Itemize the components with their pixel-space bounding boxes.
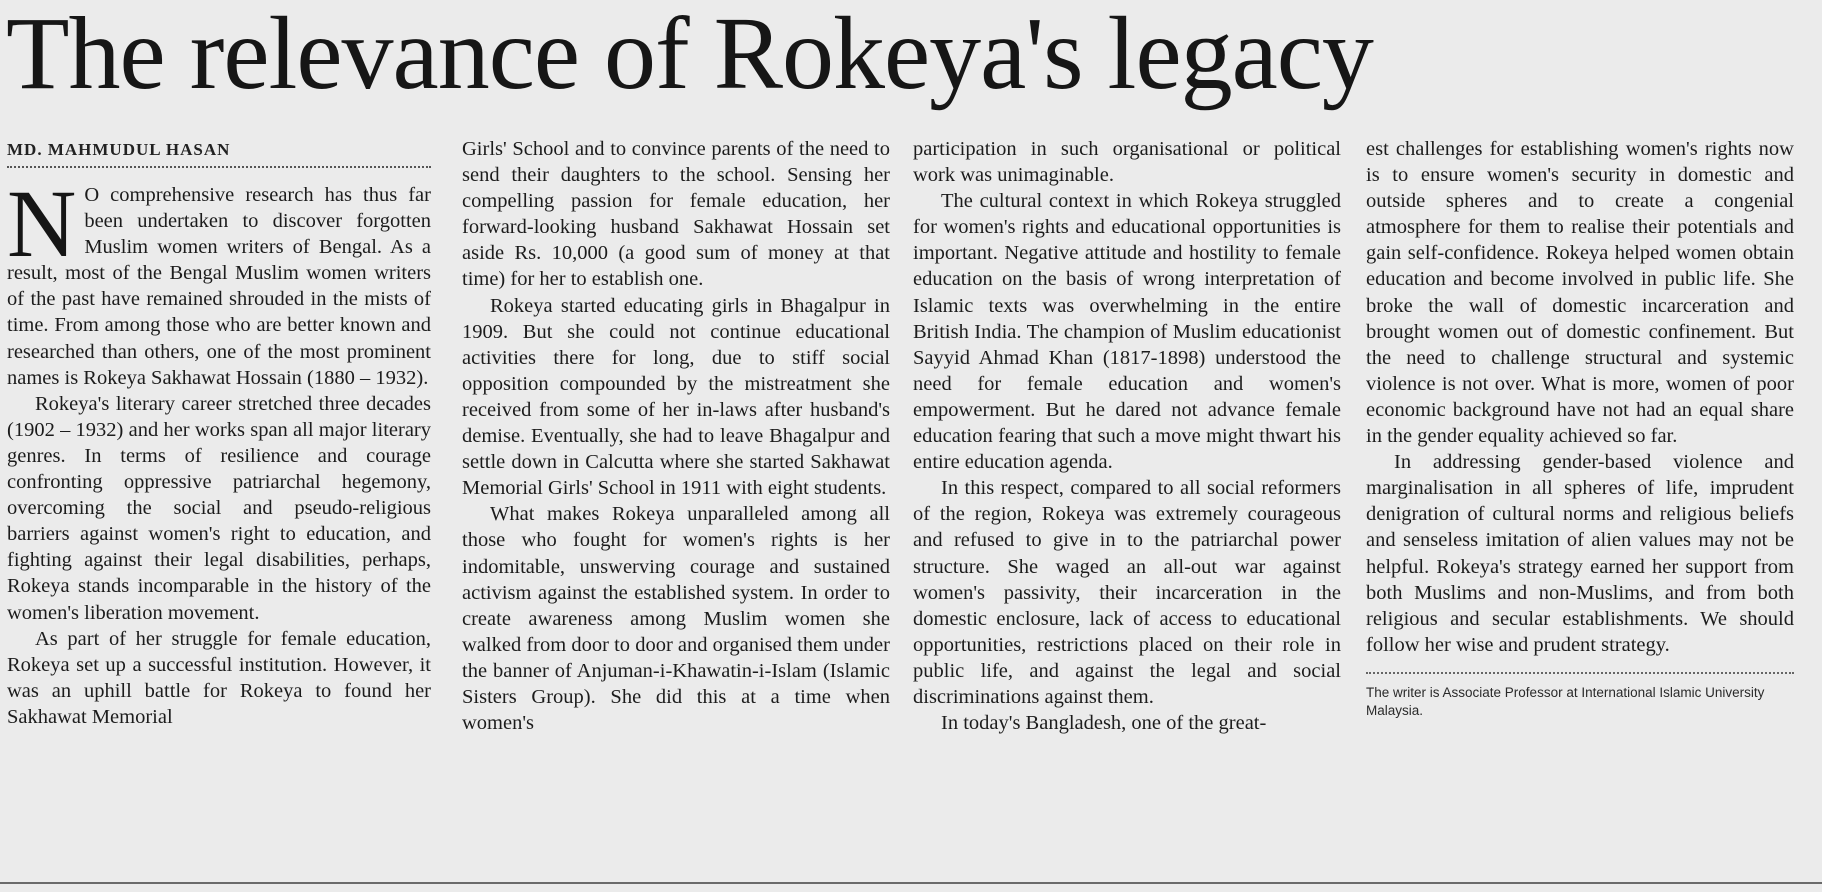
article-paragraph: In this respect, compared to all social reformers of the region, Rokeya was extremely courageous and refused to give in to the patriarchal power structure. She waged an all-out war against women's passivity, their incarceration in the domestic enclosure, lack of access to educational opportunities, restrictions placed on their role in public life, and against the legal and social discriminations against them. <box>913 477 1341 708</box>
article-headline: The relevance of Rokeya's legacy <box>6 0 1373 111</box>
article-paragraph <box>7 170 431 391</box>
article-paragraph: What makes Rokeya unparalleled among all those who fought for women's rights is her indomitable, unswerving courage and sustained activism against the established system. In order to create awareness among Muslim women she walked from door to door and organised them under the banner of Anjuman-i-Khawatin-i-Islam (Islamic Sisters Group). She did this at a time when women's <box>462 503 890 735</box>
article-column-1 <box>7 136 431 730</box>
page-bottom-rule <box>0 882 1822 884</box>
article-column-4 <box>1366 136 1794 720</box>
article-paragraph: participation in such organisational or political work was unimaginable. <box>913 138 1341 187</box>
article-column-3 <box>913 136 1341 736</box>
article-paragraph: Rokeya's literary career stretched three decades (1902 – 1932) and her works span all major literary genres. In terms of resilience and courage confronting oppressive patriarchal hegemony, overcoming the social and pseudo-religious barriers against women's right to education, and fighting against their legal disabilities, perhaps, Rokeya stands incomparable in the history of the women's liberation movement. <box>7 392 431 624</box>
article-paragraph: Girls' School and to convince parents of the need to send their daughters to the school. Sensing her compelling passion for female education, her forward-looking husband Sakhawat Hossain set aside Rs. 10,000 (a good sum of money at that time) for her to establish one. <box>462 138 890 291</box>
article-paragraph: Rokeya started educating girls in Bhagalpur in 1909. But she could not continue educational activities there for long, due to stiff social opposition compounded by the mistreatment she received from some of her in-laws after husband's demise. Eventually, she had to leave Bhagalpur and settle down in Calcutta where she started Sakhawat Memorial Girls' School in 1911 with eight students. <box>462 294 890 500</box>
article-byline: MD. MAHMUDUL HASAN <box>7 140 231 159</box>
article-paragraph: est challenges for establishing women's rights now is to ensure women's security in domestic and outside spheres and to create a congenial atmosphere for them to realise their potentials and gain self-confidence. Rokeya helped women obtain education and become involved in public life. She broke the wall of domestic incarceration and brought women out of domestic confinement. But the need to challenge structural and systemic violence is not over. What is more, women of poor economic background have not had an equal share in the gender equality achieved so far. <box>1366 138 1794 448</box>
author-credit: The writer is Associate Professor at International Islamic University Malaysia. <box>1366 684 1765 718</box>
article-paragraph: In today's Bangladesh, one of the great- <box>941 712 1267 735</box>
lead-text: O comprehensive research has thus far been undertaken to discover forgotten Muslim women writers of Bengal. As a result, most of the Bengal Muslim women writers of the past have remained shrouded in the mists of time. From among those who are better known and researched than others, one of the most prominent names is Rokeya Sakhawat Hossain (1880 – 1932). <box>7 184 431 389</box>
article-paragraph: The cultural context in which Rokeya struggled for women's rights and educational opportunities is important. Negative attitude and hostility to female education on the basis of wrong interpretation of Islamic texts was overwhelming in the entire British India. The champion of Muslim educationist Sayyid Ahmad Khan (1817-1898) understood the need for female education and women's empowerment. But he dared not advance female education fearing that such a move might thwart his entire education agenda. <box>913 190 1341 474</box>
article-column-2 <box>462 136 890 736</box>
drop-cap: N <box>7 170 77 277</box>
byline-divider <box>7 166 431 168</box>
article-paragraph: As part of her struggle for female education, Rokeya set up a successful institution. However, it was an uphill battle for Rokeya to found her Sakhawat Memorial <box>7 627 431 728</box>
article-paragraph: In addressing gender-based violence and marginalisation in all spheres of life, imprudent denigration of cultural norms and religious beliefs and senseless imitation of alien values may not be helpful. Rokeya's strategy earned her support from both Muslims and non-Muslims, and from both religious and secular establishments. We should follow her wise and prudent strategy. <box>1366 451 1794 656</box>
credit-divider <box>1366 672 1794 674</box>
